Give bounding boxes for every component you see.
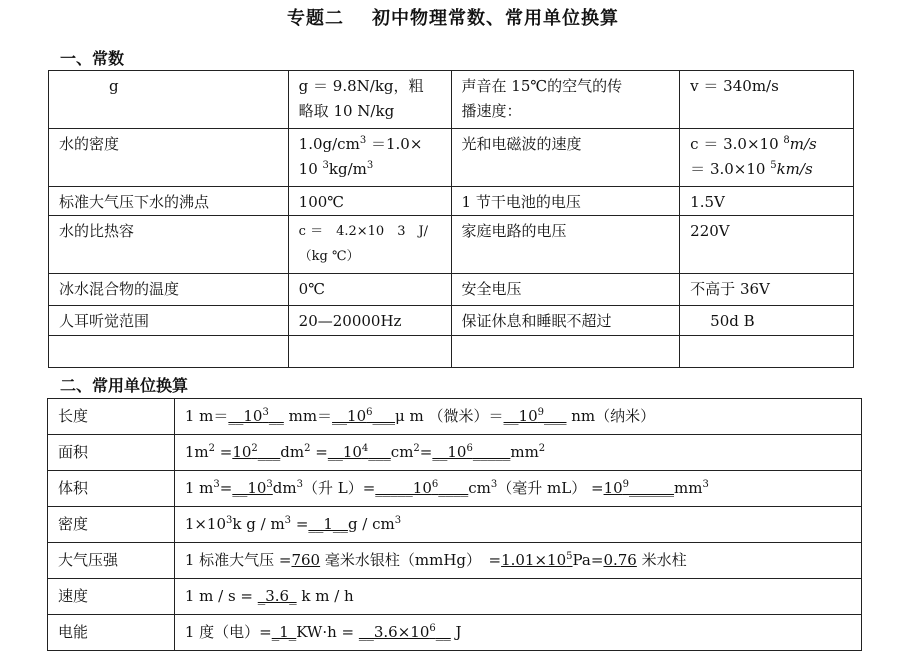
title-part-1: 专题二 [287, 8, 344, 29]
const-value: $1.0g/cm^3 =1.0\times$ 10 $^3kg/m^3$ [288, 129, 451, 187]
const-value: c ＝ 4.2×10 3 J/ （kg ℃） [288, 216, 451, 274]
const-name: 保证休息和睡眠不超过 [451, 306, 680, 336]
section-heading-constants: 一、常数 [60, 49, 125, 68]
const-value: 220V [680, 216, 854, 274]
unit-conversion: $1m^2$ $=10^2\_\_\_dm^2$ $=\_\_10^4\_\_\_cm^2=\_\_10^6\_\_\_\_\_mm^2$ [174, 435, 861, 471]
const-name [451, 336, 680, 368]
table-row [48, 435, 862, 471]
const-value: 不高于 36V [680, 274, 854, 306]
table-row [48, 471, 862, 507]
table-row [48, 507, 862, 543]
const-name [49, 336, 289, 368]
const-name: 冰水混合物的温度 [49, 274, 289, 306]
const-name: g [49, 71, 289, 129]
unit-conversion: 1 $m^3=\_\_10^3dm^3$（升 $L)=\_\_\_\_\_10^6\_\_\_\_cm^3$（毫升 $mL) =10^9\_\_\_\_\_\_mm^3$ [174, 471, 861, 507]
const-value [288, 336, 451, 368]
unit-label: 面积 [48, 435, 175, 471]
table-row [49, 71, 854, 129]
const-name: 安全电压 [451, 274, 680, 306]
section-heading-units: 二、常用单位换算 [60, 376, 189, 395]
const-value: v ＝ 340m/s [680, 71, 854, 129]
constants-table [48, 70, 854, 368]
unit-label: 长度 [48, 399, 175, 435]
const-value: g ＝ 9.8N/kg，粗 略取 10 N/kg [288, 71, 451, 129]
const-value: 50d B [680, 306, 854, 336]
unit-label: 速度 [48, 579, 175, 615]
const-value: 1.5V [680, 187, 854, 216]
unit-conversion: 1 标准大气压 =760 毫米水银柱（mmHg） $=1.01\times 10^5Pa=0.76$ 米水柱 [174, 543, 861, 579]
table-row [48, 615, 862, 651]
unit-conversion: $1\times 10^3k$ g / $m^3$ =__1__g / $cm^3$ [174, 507, 861, 543]
const-name: 水的密度 [49, 129, 289, 187]
table-row [49, 216, 854, 274]
const-name: 声音在 15℃的空气的传 播速度： [451, 71, 680, 129]
const-value: c ＝ 3.0×10 $^8$m/s ＝ 3.0×10 $^5$km/s [680, 129, 854, 187]
table-row [49, 187, 854, 216]
unit-label: 电能 [48, 615, 175, 651]
table-row [48, 579, 862, 615]
const-name: 人耳听觉范围 [49, 306, 289, 336]
const-name: 光和电磁波的速度 [451, 129, 680, 187]
unit-conversion: 1 m / s = _3.6_ k m / h [174, 579, 861, 615]
const-value: 0℃ [288, 274, 451, 306]
table-row [49, 129, 854, 187]
const-name: 家庭电路的电压 [451, 216, 680, 274]
const-name: 标准大气压下水的沸点 [49, 187, 289, 216]
unit-conversion: 1 度（电）=_1_KW·h = $\_\_3.6\times 10^6\_\_$ J [174, 615, 861, 651]
unit-label: 密度 [48, 507, 175, 543]
const-value: 20—20000Hz [288, 306, 451, 336]
const-name: 水的比热容 [49, 216, 289, 274]
const-value: 100℃ [288, 187, 451, 216]
table-row [49, 306, 854, 336]
unit-conversion: 1 $m=\_\_10^3\_\_$ $mm=\_\_10^6\_\_\_\mu$ m （微米）$=\_\_10^9\_\_\_$ nm（纳米） [174, 399, 861, 435]
table-row [49, 336, 854, 368]
table-row [48, 399, 862, 435]
table-row [49, 274, 854, 306]
unit-label: 体积 [48, 471, 175, 507]
table-row [48, 543, 862, 579]
unit-label: 大气压强 [48, 543, 175, 579]
const-value [680, 336, 854, 368]
title-part-2: 初中物理常数、常用单位换算 [372, 8, 619, 29]
page-title [0, 4, 906, 30]
const-name: 1 节干电池的电压 [451, 187, 680, 216]
unit-conversion-table [47, 398, 862, 651]
